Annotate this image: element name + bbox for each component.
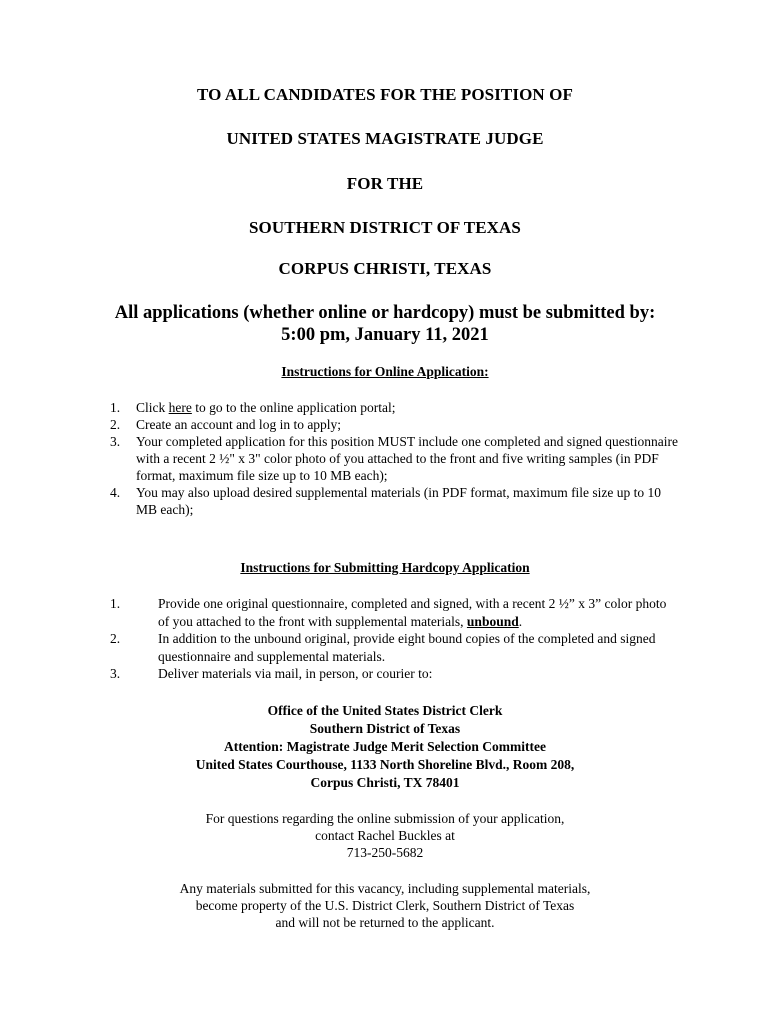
list-text: Deliver materials via mail, in person, or courier to:: [158, 666, 433, 681]
deadline-date: 5:00 pm, January 11, 2021: [281, 325, 489, 345]
list-item: [110, 595, 680, 630]
list-text-prefix: Click: [136, 400, 169, 415]
list-number: 4.: [110, 485, 121, 500]
online-instructions-heading: Instructions for Online Application:: [281, 364, 489, 379]
list-text: Your completed application for this position MUST include one completed and signed questionnaire with a recent 2 ½" x 3" color photo of you attached to the front and five writing samples (in PDF format, maximum file size up to 10 MB each);: [136, 434, 679, 483]
list-item: [110, 630, 680, 665]
list-number: 2.: [110, 631, 121, 646]
unbound-emphasis: unbound: [466, 613, 519, 629]
list-text: [136, 399, 685, 416]
list-text: You may also upload desired supplemental materials (in PDF format, maximum file size up to 10 MB each);: [136, 485, 662, 517]
list-item: [110, 484, 685, 518]
list-text: Create an account and log in to apply;: [136, 417, 342, 432]
header-line-5: CORPUS CHRISTI, TEXAS: [278, 259, 492, 278]
notice-line: become property of the U.S. District Clerk, Southern District of Texas: [195, 898, 575, 913]
contact-phone: 713-250-5682: [346, 845, 424, 860]
list-item: [110, 665, 680, 683]
list-text: [158, 595, 680, 630]
property-notice: [0, 880, 770, 931]
address-line: Office of the United States District Clerk: [267, 703, 503, 718]
address-line: Attention: Magistrate Judge Merit Selection Committee: [223, 739, 547, 754]
mailing-address: [0, 702, 770, 792]
contact-paragraph: [0, 810, 770, 861]
list-item: [110, 399, 685, 416]
contact-line: contact Rachel Buckles at: [315, 828, 455, 843]
list-item: [110, 416, 685, 433]
list-number: 3.: [110, 666, 121, 681]
hardcopy-instructions-heading: Instructions for Submitting Hardcopy Application: [240, 560, 530, 575]
deadline-notice: [60, 302, 710, 346]
list-number: 2.: [110, 417, 121, 432]
list-number: 3.: [110, 434, 121, 449]
list-number: 1.: [110, 400, 121, 415]
contact-line: For questions regarding the online submission of your application,: [205, 811, 565, 826]
deadline-line-1: All applications (whether online or hardcopy) must be submitted by:: [114, 303, 656, 323]
address-line: Corpus Christi, TX 78401: [310, 775, 460, 790]
online-instructions-list: [110, 399, 685, 518]
header-line-4: SOUTHERN DISTRICT OF TEXAS: [248, 218, 521, 237]
header-line-3: FOR THE: [346, 174, 424, 193]
hardcopy-instructions-list: [110, 595, 680, 683]
address-line: Southern District of Texas: [309, 721, 461, 736]
notice-line: Any materials submitted for this vacancy, including supplemental materials,: [179, 881, 591, 896]
list-text-suffix: to go to the online application portal;: [191, 400, 396, 415]
list-number: 1.: [110, 596, 121, 611]
address-line: United States Courthouse, 1133 North Shoreline Blvd., Room 208,: [195, 757, 575, 772]
header-line-1: TO ALL CANDIDATES FOR THE POSITION OF: [197, 85, 573, 104]
list-item: [110, 433, 685, 484]
online-portal-link[interactable]: here: [168, 400, 192, 415]
header-line-2: UNITED STATES MAGISTRATE JUDGE: [226, 129, 544, 148]
list-text: In addition to the unbound original, provide eight bound copies of the completed and signed questionnaire and supplemental materials.: [158, 631, 656, 664]
notice-line: and will not be returned to the applicant.: [275, 915, 495, 930]
list-text-prefix: Provide one original questionnaire, completed and signed, with a recent 2 ½” x 3” color photo of you attached to the front with supplemental materials,: [158, 596, 667, 629]
list-text-suffix: .: [518, 613, 523, 629]
